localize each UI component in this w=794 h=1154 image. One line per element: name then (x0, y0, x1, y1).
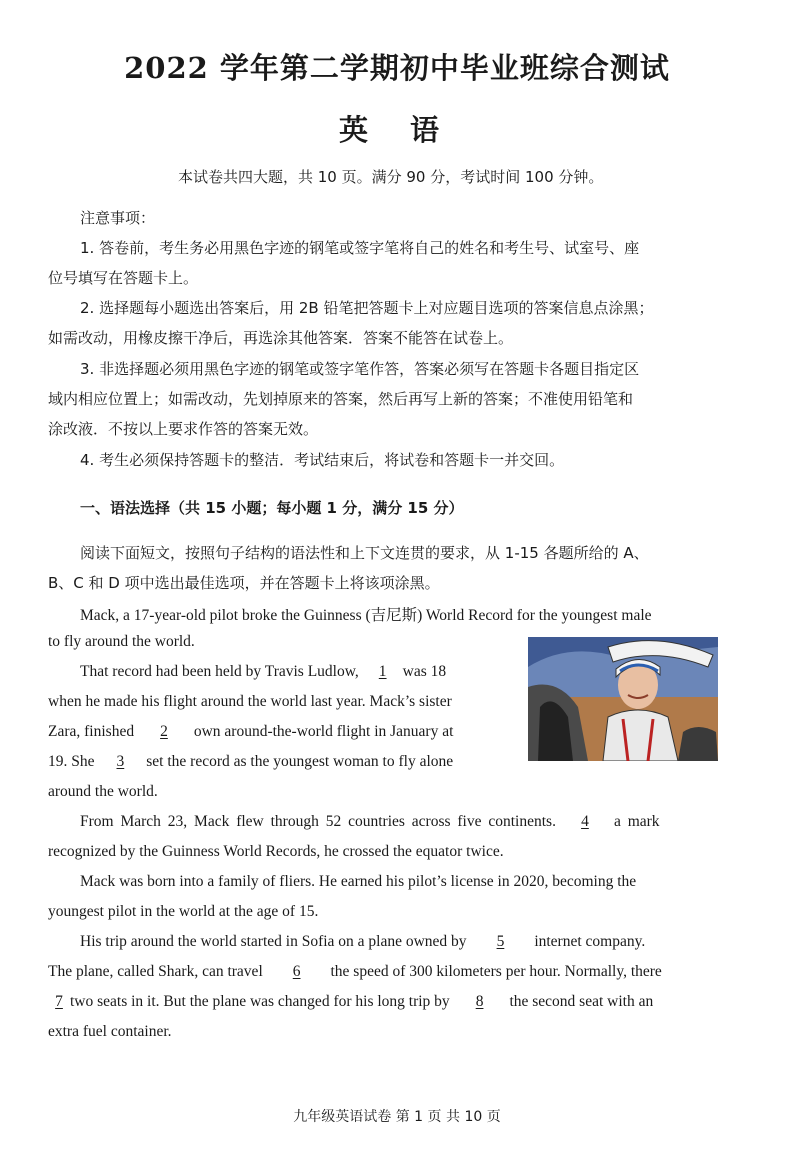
passage-line (48, 723, 453, 741)
blank-2: 2 (160, 723, 168, 740)
blank-8: 8 (475, 993, 484, 1010)
blank-7: 7 (55, 993, 63, 1010)
passage-text: the second seat with an (509, 993, 654, 1010)
passage-text: Zara, finished (48, 723, 135, 740)
note-2-line-1: 2. 选择题每小题选出答案后，用 2B 铅笔把答题卡上对应题目选项的答案信息点涂黑； (80, 299, 654, 317)
passage-text: was 18 (402, 663, 447, 680)
instruction-line-2: B、C 和 D 项中选出最佳选项，并在答题卡上将该项涂黑。 (48, 574, 440, 592)
passage-line: extra fuel container. (48, 1023, 172, 1040)
passage-line (80, 933, 645, 951)
blank-5: 5 (496, 933, 505, 950)
pilot-photo (528, 637, 718, 761)
note-3-line-1: 3. 非选择题必须用黑色字迹的钢笔或签字笔作答，答案必须写在答题卡各题目指定区 (80, 360, 640, 378)
notes-title: 注意事项： (80, 209, 156, 227)
note-1-line-1: 1. 答卷前，考生务必用黑色字迹的钢笔或签字笔将自己的姓名和考生号、试室号、座 (80, 239, 640, 257)
blank-4: 4 (581, 813, 589, 830)
passage-text: internet company. (534, 933, 646, 950)
instruction-line-1: 阅读下面短文，按照句子结构的语法性和上下文连贯的要求，从 1-15 各题所给的 A、 (80, 544, 649, 562)
passage-line: youngest pilot in the world at the age of 15. (48, 903, 319, 920)
note-3-line-2: 域内相应位置上；如需改动，先划掉原来的答案，然后再写上新的答案；不准使用铅笔和 (48, 390, 634, 408)
page-footer: 九年级英语试卷 第 1 页 共 10 页 (293, 1109, 501, 1125)
subject-title: 英 语 (338, 113, 456, 147)
passage-line: around the world. (48, 783, 158, 800)
blank-6: 6 (292, 963, 301, 980)
passage-text: own around-the-world flight in January at (193, 723, 454, 740)
note-2-line-2: 如需改动，用橡皮擦干净后，再选涂其他答案．答案不能答在试卷上。 (48, 329, 514, 347)
note-3-line-3: 涂改液．不按以上要求作答的答案无效。 (48, 420, 319, 438)
passage-line: when he made his flight around the world last year. Mack’s sister (48, 693, 452, 710)
passage-line (48, 993, 653, 1011)
passage-line (80, 813, 660, 831)
passage-text: two seats in it. But the plane was changed for his long trip by (70, 993, 450, 1010)
section-heading: 一、语法选择（共 15 小题；每小题 1 分，满分 15 分） (80, 499, 464, 517)
note-1-line-2: 位号填写在答题卡上。 (48, 269, 199, 287)
passage-text: the speed of 300 kilometers per hour. Normally, there (330, 963, 662, 980)
blank-1: 1 (378, 663, 387, 680)
passage-text: His trip around the world started in Sofia on a plane owned by (80, 933, 467, 950)
passage-text: 19. She (48, 753, 95, 770)
passage-line (48, 753, 453, 771)
passage-text: From March 23, Mack flew through 52 countries across five continents. (80, 813, 556, 830)
blank-3: 3 (116, 753, 125, 770)
passage-line: Mack was born into a family of fliers. He earned his pilot’s license in 2020, becoming the (80, 873, 637, 890)
passage-line: to fly around the world. (48, 633, 195, 650)
passage-line: Mack, a 17-year-old pilot broke the Guinness (吉尼斯) World Record for the youngest male (80, 607, 652, 624)
passage-text: set the record as the youngest woman to fly alone (146, 753, 454, 770)
passage-line (80, 663, 446, 681)
exam-title: 2022 学年第二学期初中毕业班综合测试 (124, 51, 670, 85)
passage-line (48, 963, 662, 981)
note-4-line-1: 4. 考生必须保持答题卡的整洁．考试结束后，将试卷和答题卡一并交回。 (80, 451, 565, 469)
exam-meta: 本试卷共四大题，共 10 页。满分 90 分，考试时间 100 分钟。 (178, 168, 604, 186)
passage-line: recognized by the Guinness World Records, he crossed the equator twice. (48, 843, 504, 860)
passage-text: That record had been held by Travis Ludlow, (80, 663, 359, 680)
passage-text: The plane, called Shark, can travel (48, 963, 263, 980)
passage-text: a mark (613, 813, 660, 830)
